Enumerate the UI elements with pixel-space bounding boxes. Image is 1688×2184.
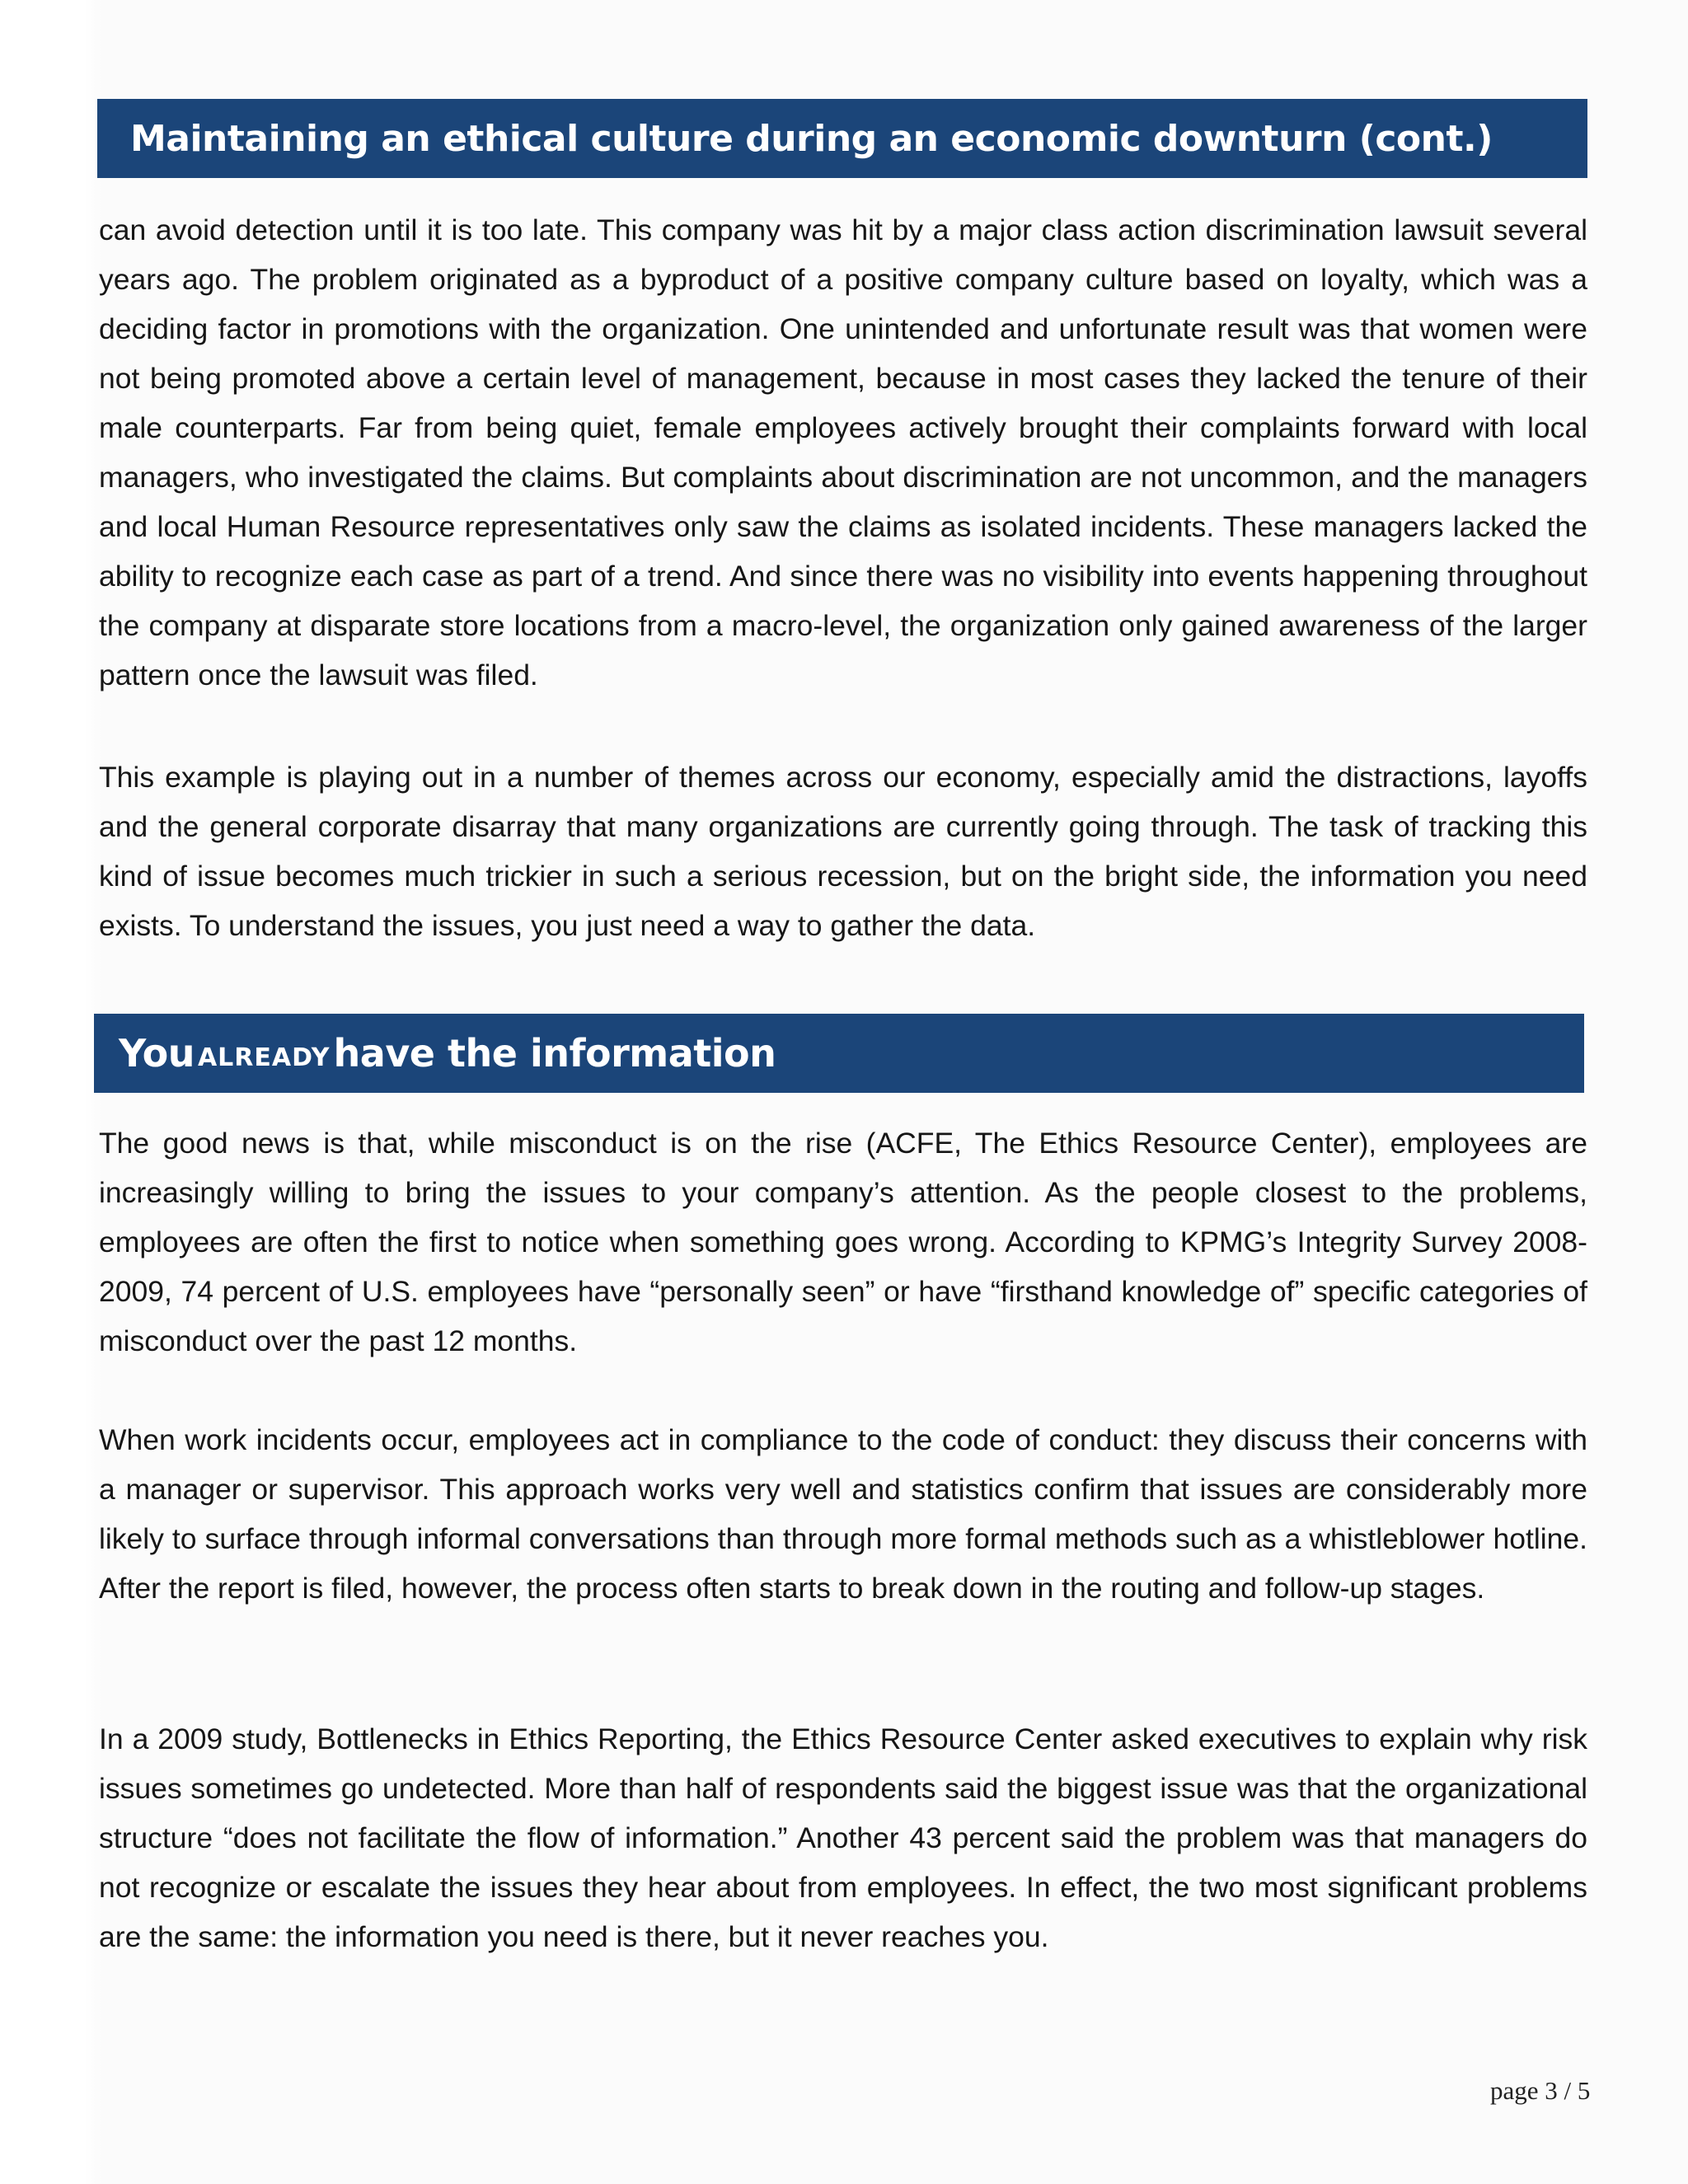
section-heading-rest: have the information [333,1031,776,1076]
paragraph-good-news: The good news is that, while misconduct is on the rise (ACFE, The Ethics Resource Center), employees are increasingly willing to bring the issues to your company’s attention. As the people closest to the problems, employees are often the first to notice when something goes wrong. According to KPMG’s Integrity Survey 2008-2009, 74 percent of U.S. employees have “personally seen” or have “firsthand knowledge of” specific categories of misconduct over the past 12 months. [99,1127,1587,1357]
section-heading-word-you: You [119,1031,195,1076]
paragraph-bottlenecks-study: In a 2009 study, Bottlenecks in Ethics Reporting, the Ethics Resource Center asked executives to explain why risk issues sometimes go undetected. More than half of respondents said the biggest issue was that the organizational structure “does not facilitate the flow of information.” Another 43 percent said the problem was that managers do not recognize or escalate the issues they hear about from employees. In effect, the two most significant problems are the same: the information you need is there, but it never reaches you. [99,1722,1587,1953]
section-heading-already-have-information [94,1014,1584,1093]
section-heading-word-already: already [197,1033,331,1074]
paragraph-economy-themes: This example is playing out in a number of themes across our economy, especially amid the distractions, layoffs and the general corporate disarray that many organizations are currently going through. The task of tracking this kind of issue becomes much trickier in such a serious recession, but on the bright side, the information you need exists. To understand the issues, you just need a way to gather the data. [99,761,1587,942]
page-number: page 3 / 5 [1490,2076,1591,2105]
paragraph-work-incidents: When work incidents occur, employees act in compliance to the code of conduct: they discuss their concerns with a manager or supervisor. This approach works very well and statistics confirm that issues are considerably more likely to surface through informal conversations than through more formal methods such as a whistleblower hotline. After the report is filed, however, the process often starts to break down in the routing and follow-up stages. [99,1423,1587,1605]
paragraph-discrimination-lawsuit: can avoid detection until it is too late. This company was hit by a major class action discrimination lawsuit several years ago. The problem originated as a byproduct of a positive company culture based on loyalty, which was a deciding factor in promotions with the organization. One unintended and unfortunate result was that women were not being promoted above a certain level of management, because in most cases they lacked the tenure of their male counterparts. Far from being quiet, female employees actively brought their complaints forward with local managers, who investigated the claims. But complaints about discrimination are not uncommon, and the managers and local Human Resource representatives only saw the claims as isolated incidents. These managers lacked the ability to recognize each case as part of a trend. And since there was no visibility into events happening throughout the company at disparate store locations from a macro-level, the organization only gained awareness of the larger pattern once the lawsuit was filed. [99,213,1587,691]
section-heading-text: Maintaining an ethical culture during an economic downturn (cont.) [130,117,1493,160]
section-heading-ethical-culture [97,99,1587,178]
